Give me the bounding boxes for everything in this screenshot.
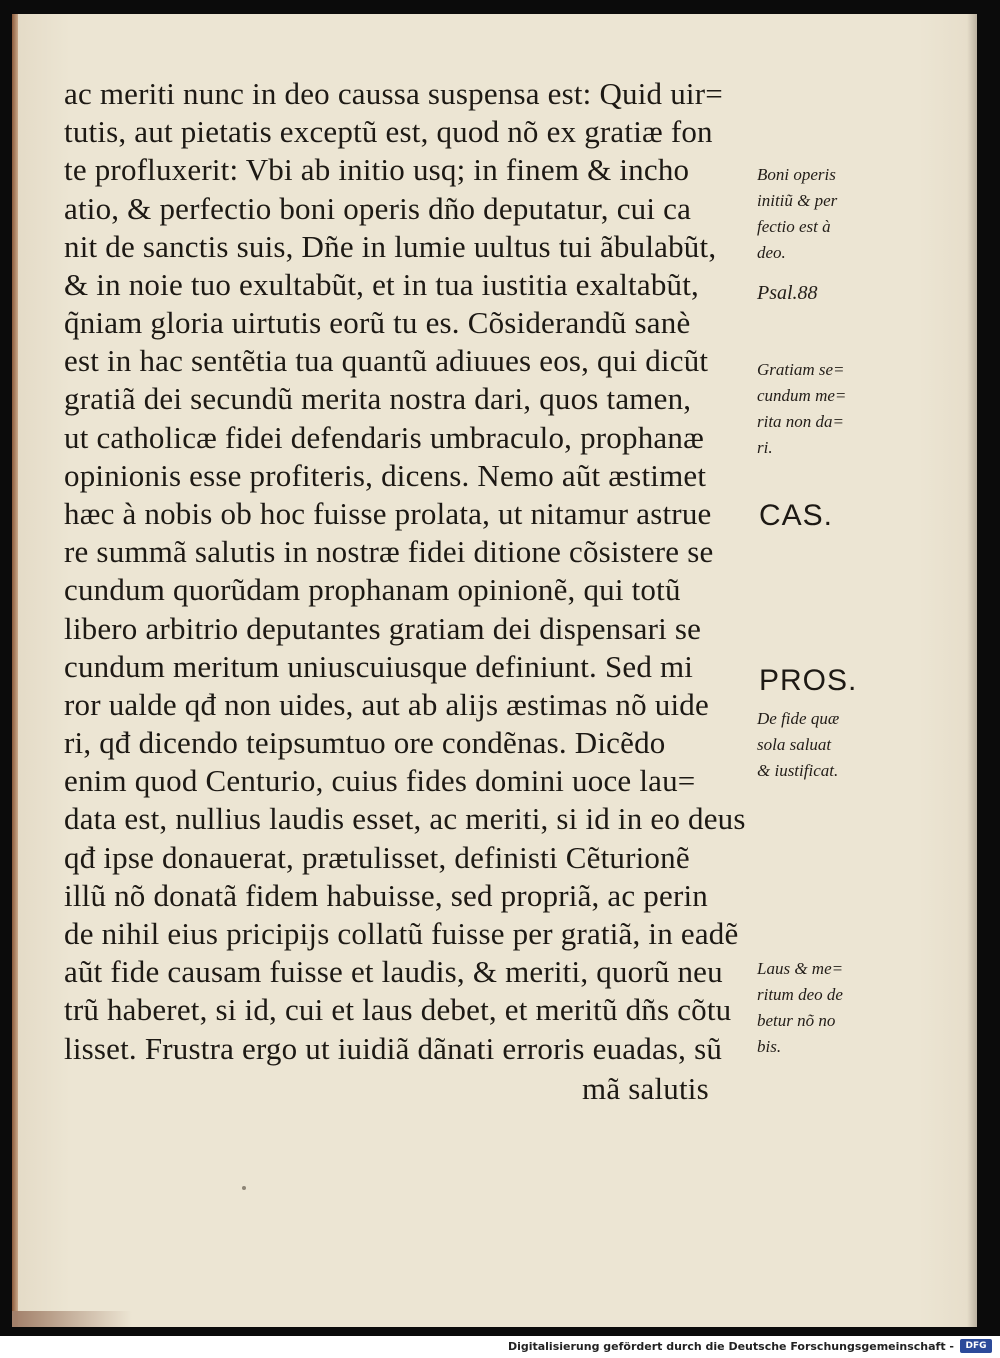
margin-note-psalm — [757, 282, 818, 308]
speaker-cas: CAS. — [759, 499, 834, 532]
text-line: ror ualde qđ non uides, aut ab alijs æstimas nõ uide — [64, 687, 709, 722]
note-line: sola saluat — [757, 735, 832, 754]
footer-bar — [0, 1336, 1000, 1358]
text-line: nit de sanctis suis, Dñe in lumie uultus tui ãbulabũt, — [64, 229, 717, 264]
note-line: fectio est à — [757, 217, 831, 236]
note-line: cundum me= — [757, 386, 847, 405]
note-line: & iustificat. — [757, 761, 839, 780]
footer-credit: Digitalisierung gefördert durch die Deutsche Forschungsgemeinschaft - — [507, 1340, 954, 1353]
text-line: lisset. Frustra ergo ut iuidiã dãnati erroris euadas, sũ — [64, 1031, 723, 1066]
note-line: deo. — [757, 243, 786, 262]
text-line: hæc à nobis ob hoc fuisse prolata, ut nitamur astrue — [64, 496, 712, 531]
text-line: de nihil eius pricipijs collatũ fuisse per gratiã, in eadẽ — [64, 916, 739, 951]
note-line: bis. — [757, 1037, 782, 1056]
text-line: qđ ipse donauerat, prætulisset, definisti Cẽturionẽ — [64, 840, 690, 875]
note-line: initiũ & per — [757, 191, 838, 210]
note-line: ritum deo de — [757, 985, 843, 1004]
note-line: ri. — [757, 438, 773, 457]
text-line: est in hac sentẽtia tua quantũ adiuues eos, qui dicũt — [64, 343, 709, 378]
book-page — [12, 14, 977, 1327]
text-line: ut catholicæ fidei defendaris umbraculo, prophanæ — [64, 420, 704, 455]
text-line: atio, & perfectio boni operis dño deputatur, cui ca — [64, 191, 692, 226]
margin-note-boni-operis — [757, 164, 837, 268]
text-line: aũt fide causam fuisse et laudis, & meriti, quorũ neu — [64, 954, 723, 989]
note-line: betur nõ no — [757, 1011, 836, 1030]
page-binding-edge — [12, 14, 18, 1327]
page-shadow — [967, 14, 977, 1327]
text-line: ri, qđ dicendo teipsumtuo ore condẽnas. Dicẽdo — [64, 725, 666, 760]
text-line: ac meriti nunc in deo caussa suspensa est: Quid uir= — [64, 76, 723, 111]
text-line: gratiã dei secundũ merita nostra dari, quos tamen, — [64, 381, 692, 416]
text-line: & in noie tuo exultabũt, et in tua iustitia exaltabũt, — [64, 267, 699, 302]
note-line: rita non da= — [757, 412, 845, 431]
text-line: te profluxerit: Vbi ab initio usq; in finem & incho — [64, 152, 690, 187]
note-line: Gratiam se= — [757, 360, 845, 379]
margin-note-gratiam — [757, 359, 846, 463]
text-line: libero arbitrio deputantes gratiam dei dispensari se — [64, 611, 702, 646]
dfg-logo-icon[interactable]: DFG — [960, 1339, 992, 1353]
note-line: Psal.88 — [757, 282, 818, 304]
text-line: cundum meritum uniuscuiusque definiunt. Sed mi — [64, 649, 694, 684]
note-line: Boni operis — [757, 165, 836, 184]
margin-note-laus — [757, 958, 843, 1062]
text-line: re summã salutis in nostræ fidei ditione cõsistere se — [64, 534, 714, 569]
page-stain — [12, 1311, 132, 1327]
text-line: data est, nullius laudis esset, ac meriti, si id in eo deus — [64, 801, 746, 836]
ink-speck — [242, 1186, 246, 1190]
note-line: De fide quæ — [757, 709, 840, 728]
margin-note-de-fide — [757, 708, 839, 786]
text-line: enim quod Centurio, cuius fides domini uoce lau= — [64, 763, 696, 798]
text-line: illũ nõ donatã fidem habuisse, sed propriã, ac perin — [64, 878, 708, 913]
text-line: cundum quorũdam prophanam opinionẽ, qui totũ — [64, 572, 681, 607]
text-line: opinionis esse profiteris, dicens. Nemo aũt æstimet — [64, 458, 707, 493]
catchword: mã salutis — [582, 1071, 709, 1106]
text-line: trũ haberet, si id, cui et laus debet, et meritũ dñs cõtu — [64, 992, 732, 1027]
text-line: tutis, aut pietatis exceptũ est, quod nõ ex gratiæ fon — [64, 114, 713, 149]
text-line: q̃niam gloria uirtutis eorũ tu es. Cõsiderandũ sanè — [64, 305, 691, 340]
note-line: Laus & me= — [757, 959, 844, 978]
speaker-pros: PROS. — [759, 664, 858, 697]
